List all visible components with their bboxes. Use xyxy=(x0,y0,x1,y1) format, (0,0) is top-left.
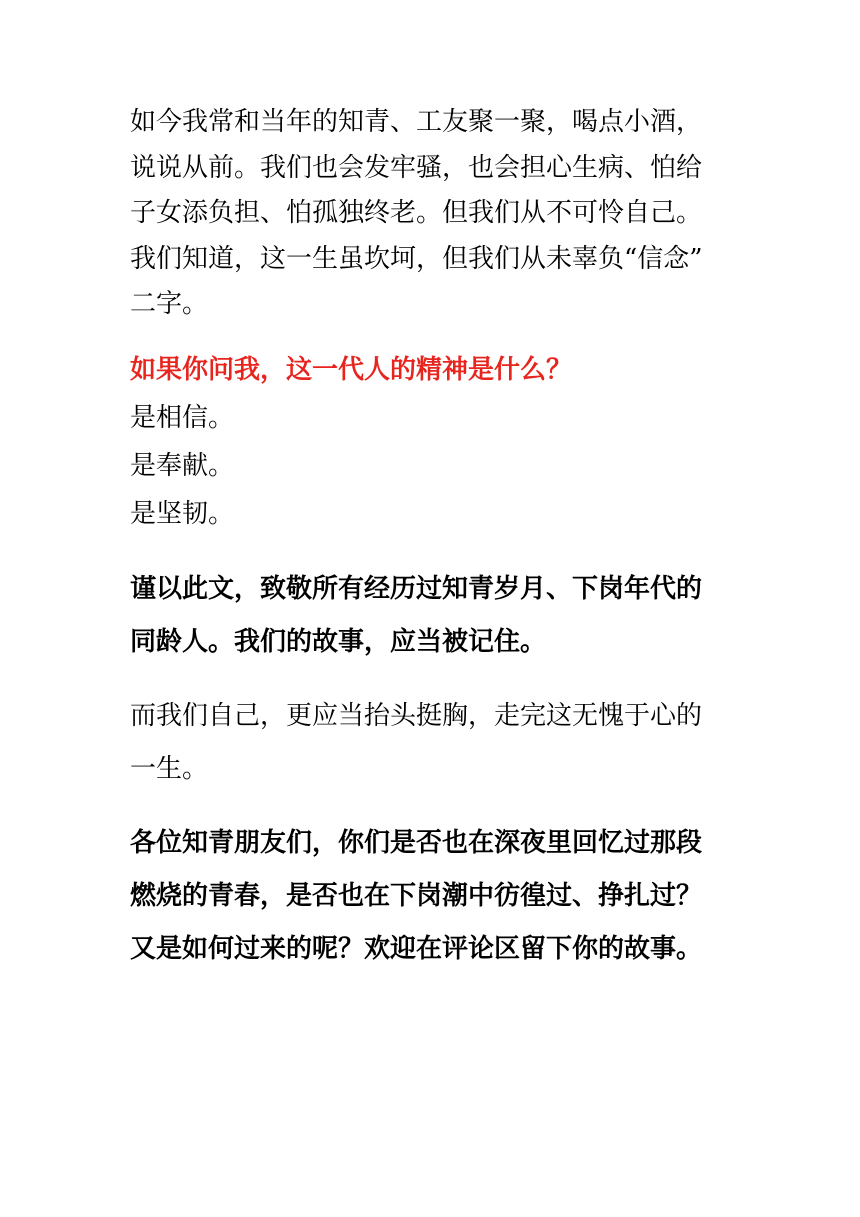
paragraph-tribute xyxy=(130,563,740,669)
text-line: 如今我常和当年的知青、工友聚一聚，喝点小酒， xyxy=(130,107,703,137)
paragraph-call-to-comment xyxy=(130,817,740,976)
spirit-answer-belief: 是相信。 xyxy=(130,402,235,433)
paragraph-head-high xyxy=(130,690,740,796)
spirit-question: 如果你问我，这一代人的精神是什么？ xyxy=(130,354,573,385)
text-line: 各位知青朋友们，你们是否也在深夜里回忆过那段 xyxy=(130,827,703,858)
paragraph-reunion xyxy=(130,100,740,328)
spirit-answer-dedication: 是奉献。 xyxy=(130,450,235,481)
spirit-answer-resilience: 是坚韧。 xyxy=(130,498,235,529)
text-line: 又是如何过来的呢？欢迎在评论区留下你的故事。 xyxy=(130,933,703,964)
article-body xyxy=(130,100,740,976)
text-line: 一生。 xyxy=(130,753,209,784)
text-line: 二字。 xyxy=(130,289,209,319)
text-line: 同龄人。我们的故事，应当被记住。 xyxy=(130,626,547,657)
text-line: 我们知道，这一生虽坎坷，但我们从未辜负“信念” xyxy=(130,243,703,274)
text-line: 而我们自己，更应当抬头挺胸，走完这无愧于心的 xyxy=(130,700,703,731)
text-line: 子女添负担、怕孤独终老。但我们从不可怜自己。 xyxy=(130,198,703,228)
text-line: 说说从前。我们也会发牢骚，也会担心生病、怕给 xyxy=(130,152,703,183)
text-line: 燃烧的青春，是否也在下岗潮中彷徨过、挣扎过？ xyxy=(130,880,703,911)
paragraph-spirit xyxy=(130,346,740,538)
text-line: 谨以此文，致敬所有经历过知青岁月、下岗年代的 xyxy=(130,573,703,604)
